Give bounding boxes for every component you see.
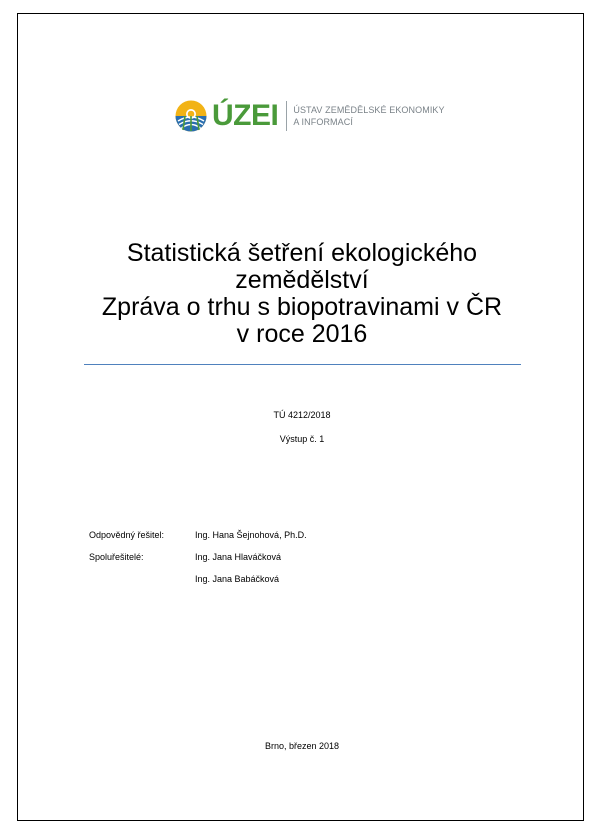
co-researchers-label: Spoluřešitelé: <box>89 552 144 562</box>
title-line-1: Statistická šetření ekologického <box>126 239 478 267</box>
output-number: Výstup č. 1 <box>279 434 325 444</box>
responsible-row <box>89 530 307 552</box>
logo-wordmark: ÚZEI <box>212 99 279 132</box>
uzei-logo <box>174 96 445 136</box>
co-researcher-name: Ing. Jana Babáčková <box>195 574 280 584</box>
place-and-date: Brno, březen 2018 <box>264 741 340 751</box>
logo-tagline-line1: ÚSTAV ZEMĚDĚLSKÉ EKONOMIKY <box>293 105 445 115</box>
co-researcher-name: Ing. Jana Hlaváčková <box>195 552 282 562</box>
project-code: TÚ 4212/2018 <box>273 410 331 420</box>
title-line-2: zemědělství <box>235 266 369 294</box>
logo-tagline-line2: A INFORMACÍ <box>293 117 353 127</box>
logo-divider <box>286 101 287 131</box>
co-researcher-row <box>89 552 307 574</box>
research-team <box>89 530 307 596</box>
logo-tagline <box>293 104 444 128</box>
responsible-label: Odpovědný řešitel: <box>89 530 165 540</box>
uzei-emblem-icon <box>174 99 208 133</box>
responsible-name: Ing. Hana Šejnohová, Ph.D. <box>195 530 307 540</box>
document-title <box>60 240 544 348</box>
title-line-3: Zpráva o trhu s biopotravinami v ČR <box>101 293 503 321</box>
co-researcher-row <box>89 574 307 596</box>
title-underline <box>84 364 521 365</box>
title-line-4: v roce 2016 <box>236 320 368 348</box>
